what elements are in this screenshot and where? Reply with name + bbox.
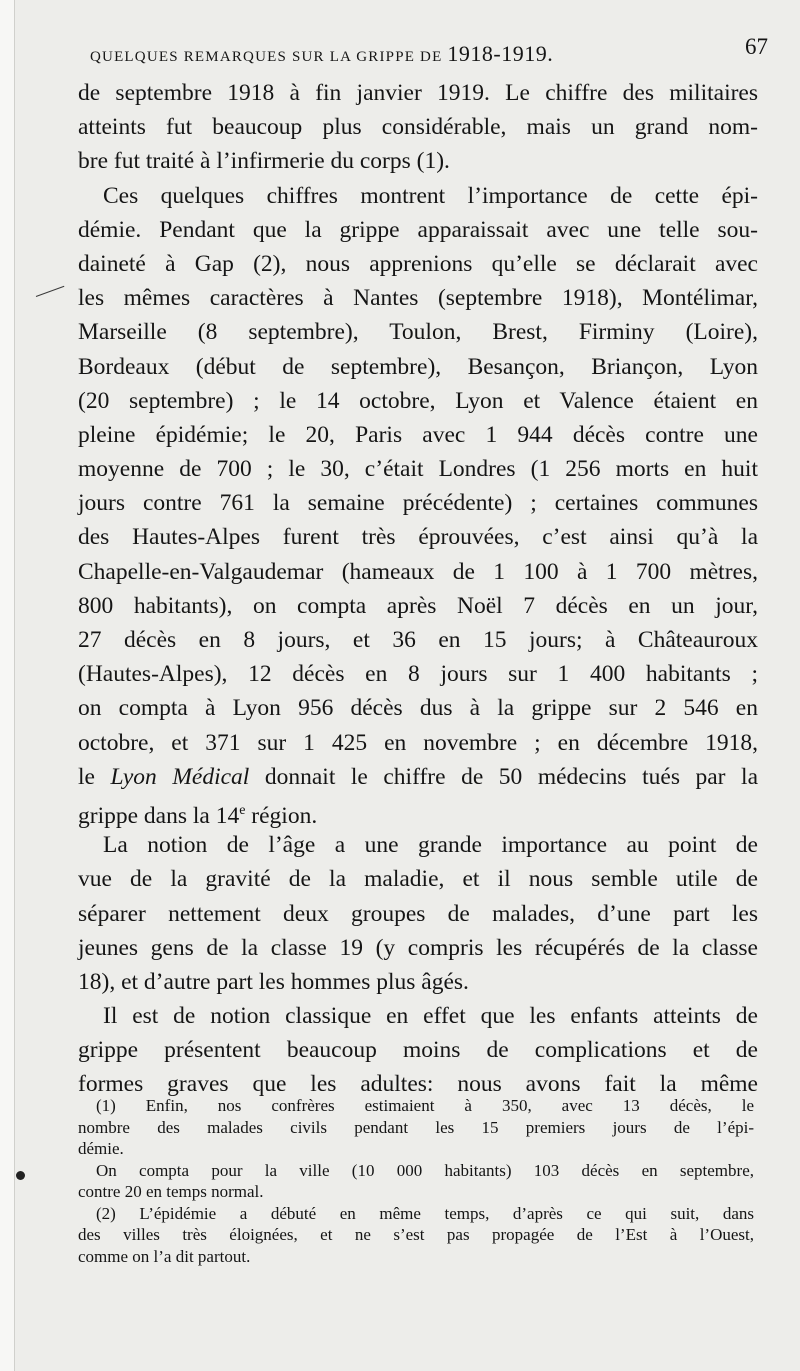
- text-line: Marseille (8 septembre), Toulon, Brest, Firminy (Loire),: [78, 319, 758, 346]
- margin-dot: [16, 1171, 25, 1180]
- text-line: daineté à Gap (2), nous apprenions qu’elle se déclarait avec: [78, 250, 758, 277]
- text-line: Chapelle-en-Valgaudemar (hameaux de 1 100 à 1 700 mètres,: [78, 558, 758, 585]
- text-line: octobre, et 371 sur 1 425 en novembre ; en décembre 1918,: [78, 729, 758, 756]
- text-line: vue de la gravité de la maladie, et il nous semble utile de: [78, 866, 758, 893]
- text-line: La notion de l’âge a une grande importance au point de: [103, 832, 758, 859]
- text-line: Il est de notion classique en effet que les enfants atteints de: [103, 1003, 758, 1030]
- text-line: atteints fut beaucoup plus considérable, mais un grand nom-: [78, 114, 758, 141]
- text-line: (Hautes-Alpes), 12 décès en 8 jours sur 1 400 habitants ;: [78, 661, 758, 688]
- footnote-line: On compta pour la ville (10 000 habitants) 103 décès en septembre,: [96, 1160, 754, 1180]
- margin-pencil-mark: [36, 286, 65, 297]
- region-text: région.: [245, 802, 318, 829]
- line-start: grippe dans la: [78, 802, 216, 829]
- footnote-line: (1) Enfin, nos confrères estimaient à 350, avec 13 décès, le: [96, 1096, 754, 1115]
- text-line: séparer nettement deux groupes de malades, d’une part les: [78, 900, 758, 927]
- text-line: Ces quelques chiffres montrent l’importance de cette épi-: [103, 182, 758, 209]
- text-line: les mêmes caractères à Nantes (septembre 1918), Montélimar,: [78, 285, 758, 312]
- text-line: pleine épidémie; le 20, Paris avec 1 944 décès contre une: [78, 421, 758, 448]
- text-line: bre fut traité à l’infirmerie du corps (1).: [78, 148, 450, 175]
- text-line-region: [78, 794, 758, 828]
- running-head-dates: 1918-1919.: [447, 41, 554, 66]
- footnote-line: comme on l’a dit partout.: [78, 1246, 251, 1266]
- text-line: grippe présentent beaucoup moins de complications et de: [78, 1037, 758, 1064]
- running-head-text: QUELQUES REMARQUES SUR LA GRIPPE DE: [90, 49, 443, 65]
- text-line: démie. Pendant que la grippe apparaissait avec une telle sou-: [78, 216, 758, 243]
- text-line: jeunes gens de la classe 19 (y compris les récupérés de la classe: [78, 934, 758, 961]
- text-line: (20 septembre) ; le 14 octobre, Lyon et Valence étaient en: [78, 387, 758, 414]
- text-line: formes graves que les adultes: nous avons fait la même: [78, 1071, 758, 1098]
- footnote-line: démie.: [78, 1139, 124, 1158]
- footnotes: [78, 1095, 754, 1267]
- text-line: de septembre 1918 à fin janvier 1919. Le chiffre des militaires: [78, 80, 758, 106]
- region-suffix: e: [239, 802, 246, 818]
- footnote-line: (2) L’épidémie a débuté en même temps, d’après ce qui suit, dans: [96, 1203, 754, 1223]
- region-number: 14: [215, 802, 240, 829]
- text-line: moyenne de 700 ; le 30, c’était Londres (1 256 morts en huit: [78, 456, 758, 483]
- text-line: 800 habitants), on compta après Noël 7 décès en un jour,: [78, 592, 758, 619]
- text-line: on compta à Lyon 956 décès dus à la grippe sur 2 546 en: [78, 695, 758, 722]
- footnote-line: des villes très éloignées, et ne s’est pas propagée de l’Est à l’Ouest,: [78, 1225, 754, 1244]
- text-line: Bordeaux (début de septembre), Besançon, Briançon, Lyon: [78, 353, 758, 380]
- text-line: 27 décès en 8 jours, et 36 en 15 jours; à Châteauroux: [78, 627, 758, 653]
- footnote-line: nombre des malades civils pendant les 15 premiers jours de l’épi-: [78, 1117, 754, 1137]
- page-gutter: [0, 0, 15, 1371]
- body-text: [78, 76, 758, 1102]
- text-line: 18), et d’autre part les hommes plus âgés.: [78, 968, 469, 995]
- journal-title: Lyon Médical: [110, 763, 250, 790]
- page-number: 67: [745, 34, 768, 59]
- line-rest: donnait le chiffre de 50 médecins tués par la: [249, 763, 758, 790]
- text-line: des Hautes-Alpes furent très éprouvées, c’est ainsi qu’à la: [78, 524, 758, 551]
- line-start: le: [78, 763, 111, 790]
- running-head: [90, 41, 553, 67]
- text-line: jours contre 761 la semaine précédente) ; certaines communes: [78, 490, 758, 517]
- page-header: [90, 32, 768, 68]
- footnote-line: contre 20 en temps normal.: [78, 1182, 264, 1201]
- text-line-lyon-medical: [78, 760, 758, 794]
